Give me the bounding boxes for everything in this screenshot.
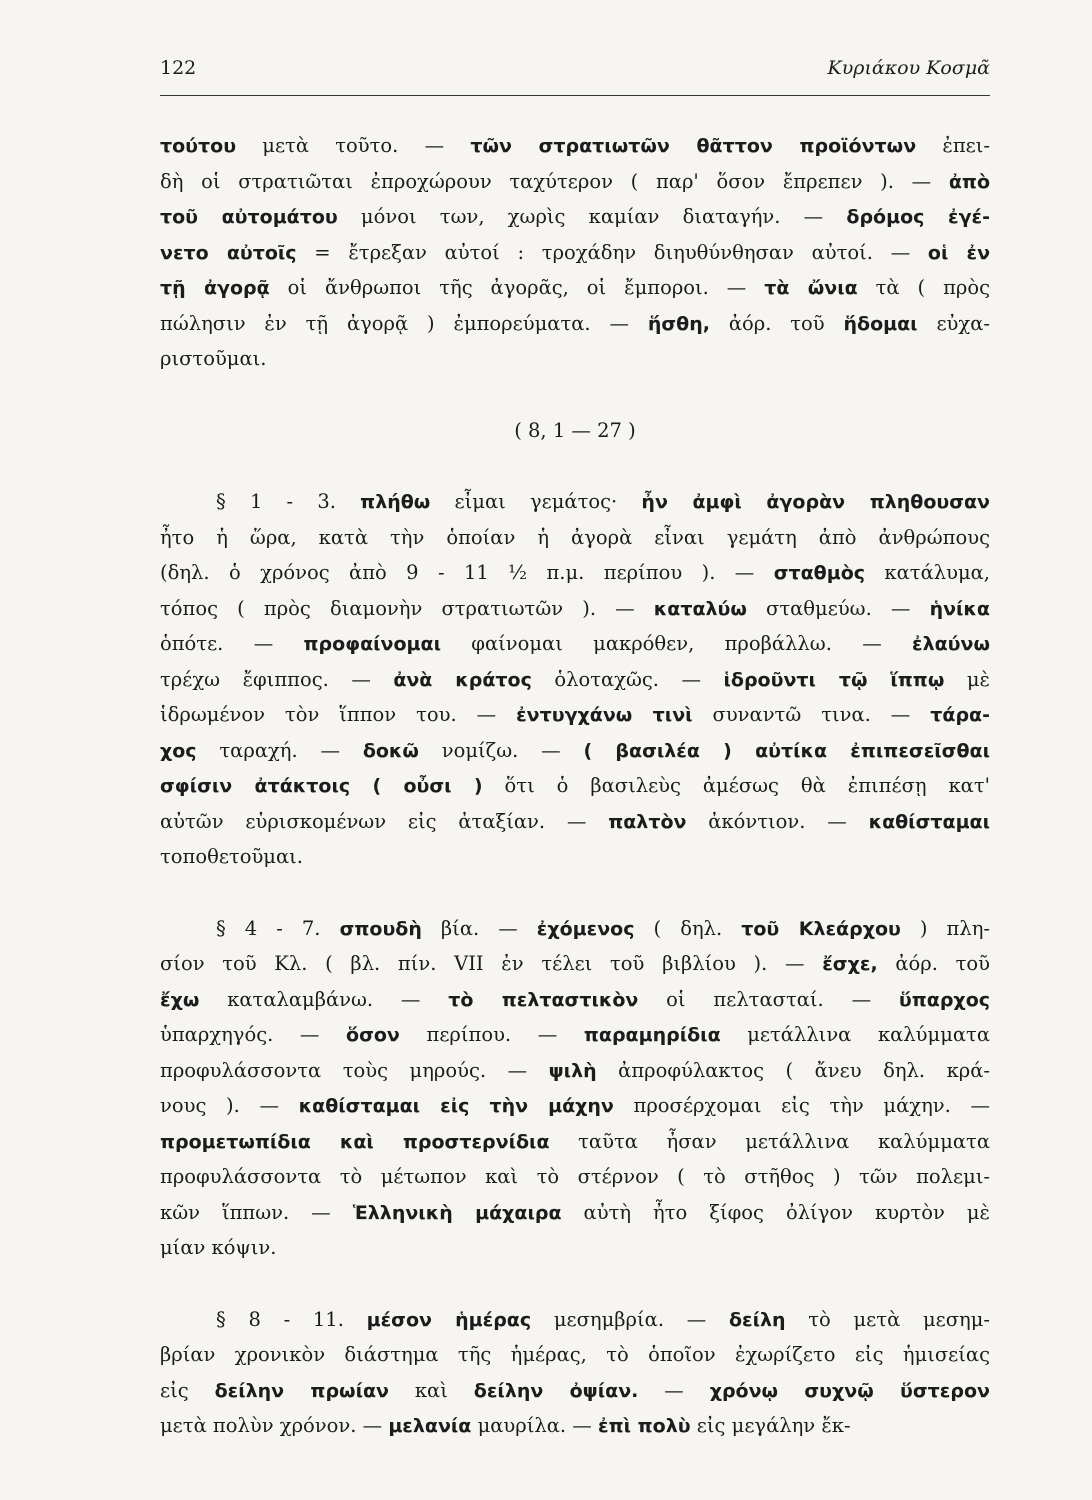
text-run: μετὰ τοῦτο. — xyxy=(236,134,471,157)
bold-term: δείλην ὀψίαν. xyxy=(473,1379,639,1402)
bold-term: ἔχω xyxy=(160,988,200,1011)
text-line xyxy=(160,555,990,591)
text-run: πώλησιν ἐν τῇ ἀγορᾷ ) ἐμπορεύματα. — xyxy=(160,311,648,335)
text-line xyxy=(160,1017,990,1053)
text-line xyxy=(160,982,990,1018)
bold-term: τῶν στρατιωτῶν θᾶττον προϊόντων xyxy=(470,135,917,157)
text-run: μεσημβρία. — xyxy=(531,1307,729,1331)
text-run: ( 8, 1 — 27 ) xyxy=(514,418,636,442)
text-run: ( δηλ. xyxy=(634,916,742,940)
text-run: — xyxy=(638,1378,710,1402)
text-line xyxy=(160,626,990,662)
text-run: προσέρχομαι εἰς τὴν μάχην. — xyxy=(613,1094,990,1117)
bold-term: χος xyxy=(160,739,197,762)
text-run: καταλαμβάνω. — xyxy=(199,987,449,1011)
paragraph xyxy=(160,911,990,1266)
page-header xyxy=(160,55,990,96)
paragraph-gap xyxy=(160,448,990,484)
text-run: τοποθετοῦμαι. xyxy=(160,845,303,868)
text-line xyxy=(160,413,990,449)
bold-term: ἦν ἀμφὶ ἀγορὰν πληθουσαν xyxy=(641,491,990,513)
page-body xyxy=(160,128,990,1444)
bold-term: νετο αὐτοῖς xyxy=(160,241,297,264)
text-line xyxy=(160,1195,990,1231)
text-run: μίαν κόψιν. xyxy=(160,1236,277,1259)
text-line xyxy=(160,1159,990,1195)
text-run: εἰς μεγάλην ἔκ- xyxy=(690,1414,851,1437)
bold-term: καθίσταμαι xyxy=(868,810,990,833)
text-run: μετάλλινα καλύμματα xyxy=(720,1023,990,1046)
text-run: ) πλη- xyxy=(900,916,990,940)
text-run: μόνοι των, χωρὶς καμίαν διαταγήν. — xyxy=(337,205,847,228)
text-line xyxy=(160,128,990,164)
bold-term: δοκῶ xyxy=(362,739,419,762)
text-run: § 4 - 7. xyxy=(216,916,340,940)
text-run: αὐτὴ ἦτο ξίφος ὀλίγον κυρτὸν μὲ xyxy=(561,1200,990,1224)
text-line xyxy=(160,1053,990,1089)
text-run: οἱ ἄνθρωποι τῆς ἀγορᾶς, οἱ ἔμποροι. — xyxy=(269,276,765,299)
text-run: κῶν ἵππων. — xyxy=(160,1200,353,1224)
bold-term: παλτὸν xyxy=(608,810,687,833)
bold-term: χρόνῳ συχνῷ ὕστερον xyxy=(709,1379,990,1402)
bold-term: προμετωπίδια καὶ προστερνίδια xyxy=(160,1130,550,1153)
text-run: § 8 - 11. xyxy=(216,1307,367,1331)
text-line xyxy=(160,1373,990,1409)
text-run: νους ). — xyxy=(160,1094,299,1117)
text-line xyxy=(160,697,990,733)
page-number: 122 xyxy=(160,57,197,79)
paragraph xyxy=(160,413,990,449)
bold-term: δρόμος ἐγέ- xyxy=(846,206,990,228)
bold-term: Ἑλληνικὴ μάχαιρα xyxy=(352,1201,562,1224)
text-line xyxy=(160,768,990,804)
bold-term: τῇ ἀγορᾷ xyxy=(160,277,270,299)
bold-term: ἱδροῦντι τῷ ἵππῳ xyxy=(723,668,945,691)
text-line xyxy=(160,911,990,947)
paragraph xyxy=(160,484,990,875)
paragraph-gap xyxy=(160,377,990,413)
text-line xyxy=(160,306,990,342)
text-line xyxy=(160,484,990,520)
text-run: σταθμεύω. — xyxy=(746,596,930,620)
bold-term: ἐλαύνω xyxy=(912,633,990,655)
text-line xyxy=(160,520,990,556)
text-run: ὅτι ὁ βασιλεὺς ἀμέσως θὰ ἐπιπέσῃ κατ' xyxy=(482,774,990,797)
bold-term: τοῦ Κλεάρχου xyxy=(741,917,901,940)
text-run: φαίνομαι μακρόθεν, προβάλλω. — xyxy=(440,632,913,655)
bold-term: ( βασιλέα ) αὐτίκα ἐπιπεσεῖσθαι xyxy=(583,739,990,762)
text-line xyxy=(160,1408,990,1444)
paragraph xyxy=(160,1302,990,1444)
paragraph xyxy=(160,128,990,377)
text-run: τρέχω ἔφιππος. — xyxy=(160,667,394,691)
text-run: βία. — xyxy=(421,916,537,940)
bold-term: σταθμὸς xyxy=(773,562,866,584)
bold-term: τούτου xyxy=(160,135,237,157)
text-run: ταῦτα ἦσαν μετάλλινα καλύμματα xyxy=(549,1129,990,1153)
paragraph-gap xyxy=(160,1266,990,1302)
text-run: ὁλοταχῶς. — xyxy=(531,667,724,691)
text-run: § 1 - 3. xyxy=(216,490,361,513)
text-run: μαυρίλα. — xyxy=(471,1414,599,1437)
bold-term: ἐπὶ πολὺ xyxy=(598,1415,691,1437)
bold-term: τὸ πελταστικὸν xyxy=(448,988,639,1011)
bold-term: ἀπὸ xyxy=(948,170,990,193)
bold-term: ἡνίκα xyxy=(929,597,990,620)
bold-term: ἥδομαι xyxy=(843,312,918,335)
bold-term: προφαίνομαι xyxy=(303,633,441,655)
text-run: ἀόρ. τοῦ xyxy=(709,311,844,335)
bold-term: ὅσον xyxy=(346,1024,400,1046)
bold-term: καταλύω xyxy=(653,597,747,620)
text-line xyxy=(160,1230,990,1266)
bold-term: ἔσχε, xyxy=(822,953,878,975)
text-line xyxy=(160,164,990,200)
text-line xyxy=(160,1337,990,1373)
text-run: βρίαν χρονικὸν διάστημα τῆς ἡμέρας, τὸ ὁποῖον ἐχωρίζετο εἰς ἡμισείας xyxy=(160,1343,990,1366)
bold-term: δείλην πρωίαν xyxy=(214,1379,389,1402)
text-run: ἐπει- xyxy=(916,134,990,157)
text-run: συναντῶ τινα. — xyxy=(692,703,931,726)
text-run: δὴ οἱ στρατιῶται ἐπροχώρουν ταχύτερον ( παρ' ὅσον ἔπρεπεν ). — xyxy=(160,169,949,193)
bold-term: πλήθω xyxy=(360,491,431,513)
text-run: μετὰ πολὺν χρόνον. — xyxy=(160,1414,389,1437)
text-line xyxy=(160,839,990,875)
text-run: εἰς xyxy=(160,1378,215,1402)
text-run: ἀόρ. τοῦ xyxy=(877,952,990,975)
text-run: ἀκόντιον. — xyxy=(686,809,869,833)
bold-term: μέσον ἡμέρας xyxy=(366,1308,532,1331)
bold-term: καθίσταμαι εἰς τὴν μάχην xyxy=(298,1095,614,1117)
text-run: περίπου. — xyxy=(399,1023,584,1046)
text-run: τόπος ( πρὸς διαμονὴν στρατιωτῶν ). — xyxy=(160,596,654,620)
text-line xyxy=(160,1088,990,1124)
bold-term: σπουδὴ xyxy=(339,917,422,940)
text-run: τὰ ( πρὸς xyxy=(857,276,990,299)
bold-term: ἐντυγχάνω τινὶ xyxy=(516,704,693,726)
text-run: προφυλάσσοντα τὸ μέτωπον καὶ τὸ στέρνον ( τὸ στῆθος ) τῶν πολεμι- xyxy=(160,1165,990,1188)
text-line xyxy=(160,591,990,627)
text-line xyxy=(160,946,990,982)
bold-term: σφίσιν ἀτάκτοις ( οὖσι ) xyxy=(160,775,483,797)
text-run: εἶμαι γεμάτος· xyxy=(430,490,642,513)
text-line xyxy=(160,199,990,235)
text-run: εὐχα- xyxy=(917,311,990,335)
bold-term: τάρα- xyxy=(930,704,990,726)
text-line xyxy=(160,733,990,769)
bold-term: ἐχόμενος xyxy=(536,917,635,940)
bold-term: παραμηρίδια xyxy=(583,1024,721,1046)
text-line xyxy=(160,1302,990,1338)
text-run: ἦτο ἡ ὥρα, κατὰ τὴν ὁποίαν ἡ ἀγορὰ εἶναι γεμάτη ἀπὸ ἀνθρώπους xyxy=(160,525,990,549)
text-run: μὲ xyxy=(944,667,990,691)
running-head: Κυριάκου Κοσμᾶ xyxy=(827,57,990,79)
text-run: νομίζω. — xyxy=(418,738,584,762)
text-line xyxy=(160,662,990,698)
paragraph-gap xyxy=(160,875,990,911)
text-run: αὐτῶν εὑρισκομένων εἰς ἀταξίαν. — xyxy=(160,809,609,833)
text-line xyxy=(160,270,990,306)
text-line xyxy=(160,1124,990,1160)
text-run: ἀπροφύλακτος ( ἄνευ δηλ. κρά- xyxy=(596,1058,990,1082)
text-run: προφυλάσσοντα τοὺς μηρούς. — xyxy=(160,1058,549,1082)
text-run: κατάλυμα, xyxy=(865,561,990,584)
text-run: καὶ xyxy=(388,1378,474,1402)
text-run: τὸ μετὰ μεσημ- xyxy=(785,1307,990,1331)
text-run: οἱ πελτασταί. — xyxy=(638,987,899,1011)
text-run: σίον τοῦ Κλ. ( βλ. πίν. VII ἐν τέλει τοῦ βιβλίου ). — xyxy=(160,952,823,975)
text-run: ριστοῦμαι. xyxy=(160,347,267,370)
bold-term: τοῦ αὐτομάτου xyxy=(160,206,338,228)
bold-term: ἥσθη, xyxy=(647,312,710,335)
text-line xyxy=(160,804,990,840)
text-run: ὑπαρχηγός. — xyxy=(160,1023,347,1046)
bold-term: οἱ ἐν xyxy=(927,241,990,264)
bold-term: μελανία xyxy=(388,1415,472,1437)
text-run: ταραχή. — xyxy=(196,738,363,762)
text-line xyxy=(160,235,990,271)
text-run: ὁπότε. — xyxy=(160,632,304,655)
bold-term: ἀνὰ κράτος xyxy=(393,668,532,691)
bold-term: ψιλὴ xyxy=(548,1059,597,1082)
text-run: (δηλ. ὁ χρόνος ἀπὸ 9 - 11 ½ π.μ. περίπου ). — xyxy=(160,561,774,584)
text-line xyxy=(160,341,990,377)
bold-term: ὕπαρχος xyxy=(898,988,990,1011)
text-run: ἱδρωμένον τὸν ἵππον του. — xyxy=(160,703,517,726)
bold-term: τὰ ὤνια xyxy=(764,277,858,299)
text-run: = ἔτρεξαν αὐτοί : τροχάδην διηυθύνθησαν αὐτοί. — xyxy=(296,240,928,264)
bold-term: δείλη xyxy=(728,1308,786,1331)
